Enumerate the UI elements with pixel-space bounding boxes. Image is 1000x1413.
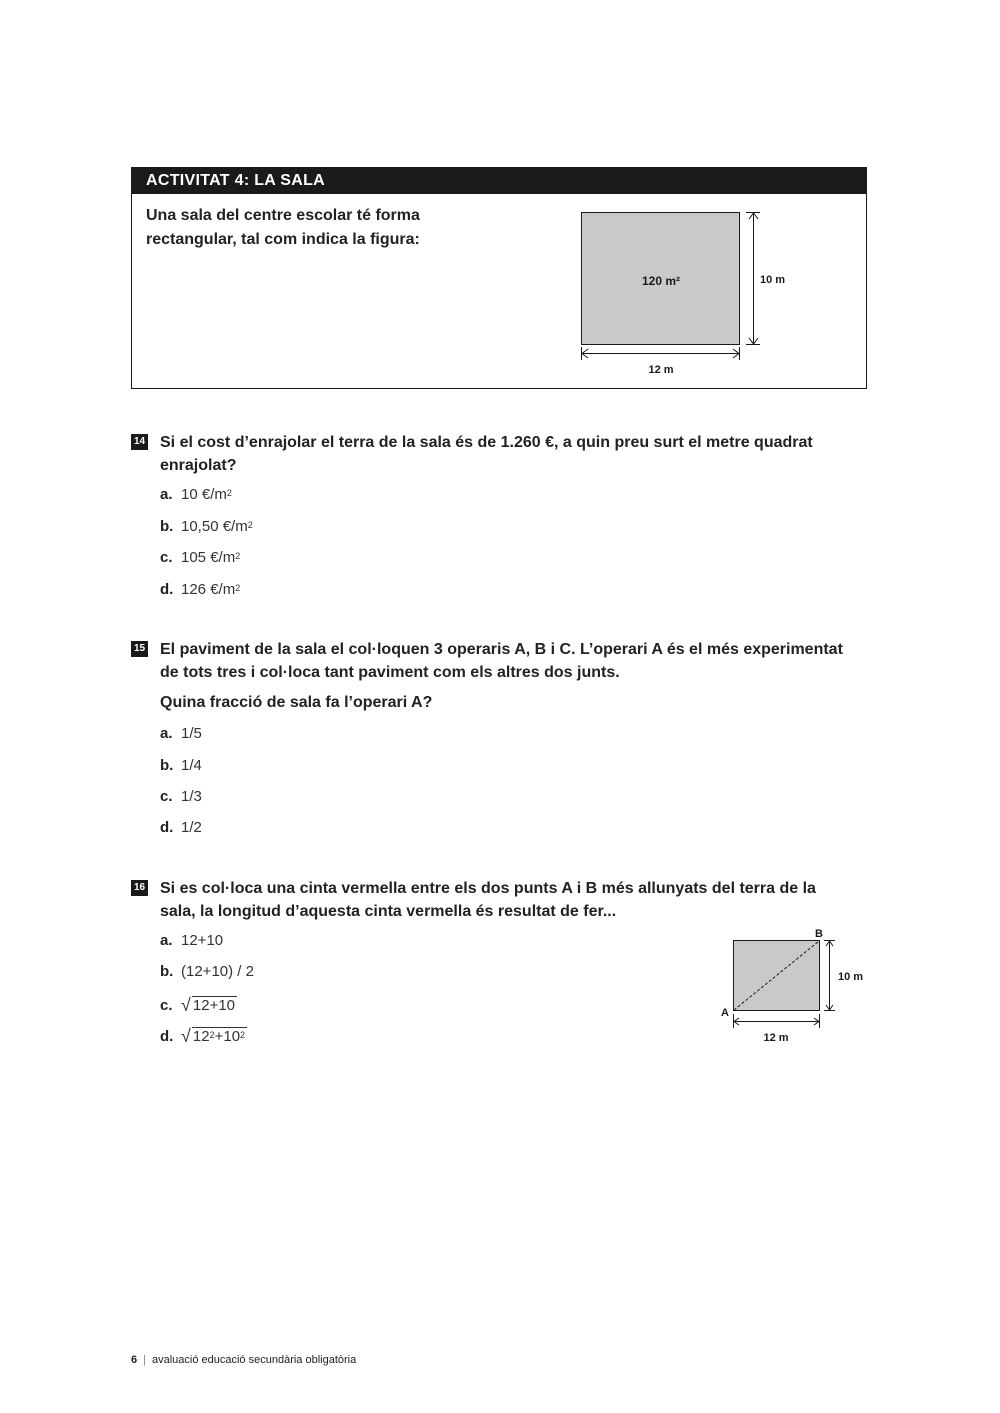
intro-line-1: Una sala del centre escolar té forma xyxy=(146,207,420,224)
height-label: 10 m xyxy=(838,971,864,983)
option-c[interactable] xyxy=(160,548,240,568)
option-text: 105 €/m xyxy=(181,549,236,566)
footer-separator: | xyxy=(143,1354,146,1366)
option-text: 1/5 xyxy=(181,725,202,742)
option-label: b. xyxy=(160,757,174,774)
diagonal-figure xyxy=(712,925,877,1050)
area-label: 120 m² xyxy=(641,274,681,288)
option-d[interactable] xyxy=(160,580,240,600)
option-text xyxy=(192,1027,247,1046)
option-a[interactable] xyxy=(160,724,202,744)
question-line: El paviment de la sala el col·loquen 3 operaris A, B i C. L’operari A és el més experimentat xyxy=(160,641,843,658)
width-label: 12 m xyxy=(648,364,674,376)
question-14-text xyxy=(160,431,880,477)
page-number: 6 xyxy=(131,1354,138,1366)
question-15-prompt: Quina fracció de sala fa l’operari A? xyxy=(160,694,433,711)
height-dimension xyxy=(824,941,835,1011)
exponent: 2 xyxy=(240,1030,246,1040)
square-root-icon: √ xyxy=(181,995,191,1015)
question-line: enrajolat? xyxy=(160,457,237,474)
option-exponent: 2 xyxy=(226,488,232,498)
option-exponent: 2 xyxy=(247,520,253,530)
option-text: 12+10 xyxy=(192,997,236,1014)
option-label: c. xyxy=(160,549,173,566)
page-footer xyxy=(131,1354,356,1366)
option-text: 10,50 €/m xyxy=(181,518,248,535)
option-exponent: 2 xyxy=(235,583,241,593)
option-c[interactable] xyxy=(160,994,237,1014)
option-label: b. xyxy=(160,518,174,535)
option-c[interactable] xyxy=(160,787,202,807)
option-b[interactable] xyxy=(160,756,202,776)
option-text: 1/4 xyxy=(181,757,202,774)
option-label: a. xyxy=(160,725,173,742)
base: 12 xyxy=(192,1028,210,1045)
option-label: d. xyxy=(160,1028,174,1045)
width-label: 12 m xyxy=(763,1032,789,1044)
intro-line-2: rectangular, tal com indica la figura: xyxy=(146,231,420,248)
point-b-label: B xyxy=(815,928,823,940)
option-text: 126 €/m xyxy=(181,581,236,598)
option-a[interactable] xyxy=(160,485,232,505)
exponent: 2 xyxy=(209,1030,215,1040)
option-label: d. xyxy=(160,581,174,598)
option-exponent: 2 xyxy=(235,551,241,561)
question-number: 15 xyxy=(131,641,148,657)
question-16-text xyxy=(160,877,880,923)
base: +10 xyxy=(214,1028,241,1045)
option-text: 1/2 xyxy=(181,819,202,836)
question-line: Si es col·loca una cinta vermella entre els dos punts A i B més allunyats del terra de la xyxy=(160,880,816,897)
option-label: b. xyxy=(160,963,174,980)
activity-intro xyxy=(146,204,506,252)
width-dimension xyxy=(582,347,740,360)
option-text: 12+10 xyxy=(181,932,224,949)
option-b[interactable] xyxy=(160,962,254,982)
option-b[interactable] xyxy=(160,517,253,537)
point-a-label: A xyxy=(721,1007,729,1019)
height-label: 10 m xyxy=(760,274,786,286)
question-line: sala, la longitud d’aquesta cinta vermella és resultat de fer... xyxy=(160,903,617,920)
question-line: Si el cost d’enrajolar el terra de la sala és de 1.260 €, a quin preu surt el metre quadrat xyxy=(160,434,813,451)
square-root-icon: √ xyxy=(181,1026,191,1046)
question-line: de tots tres i col·loca tant paviment com els altres dos junts. xyxy=(160,664,620,681)
width-dimension xyxy=(734,1014,820,1028)
option-d[interactable] xyxy=(160,818,202,838)
option-label: c. xyxy=(160,997,173,1014)
option-text: (12+10) / 2 xyxy=(181,963,254,980)
option-d[interactable] xyxy=(160,1025,247,1045)
option-label: a. xyxy=(160,486,173,503)
question-15-text xyxy=(160,638,880,684)
option-label: d. xyxy=(160,819,174,836)
option-label: c. xyxy=(160,788,173,805)
footer-text: avaluació educació secundària obligatòria xyxy=(151,1354,357,1366)
option-label: a. xyxy=(160,932,173,949)
question-number: 16 xyxy=(131,880,148,896)
option-text: 1/3 xyxy=(181,788,202,805)
option-text: 10 €/m xyxy=(181,486,227,503)
option-a[interactable] xyxy=(160,931,223,951)
question-number: 14 xyxy=(131,434,148,450)
activity-title: ACTIVITAT 4: LA SALA xyxy=(132,168,866,194)
room-figure xyxy=(570,205,810,385)
height-dimension xyxy=(746,213,760,345)
